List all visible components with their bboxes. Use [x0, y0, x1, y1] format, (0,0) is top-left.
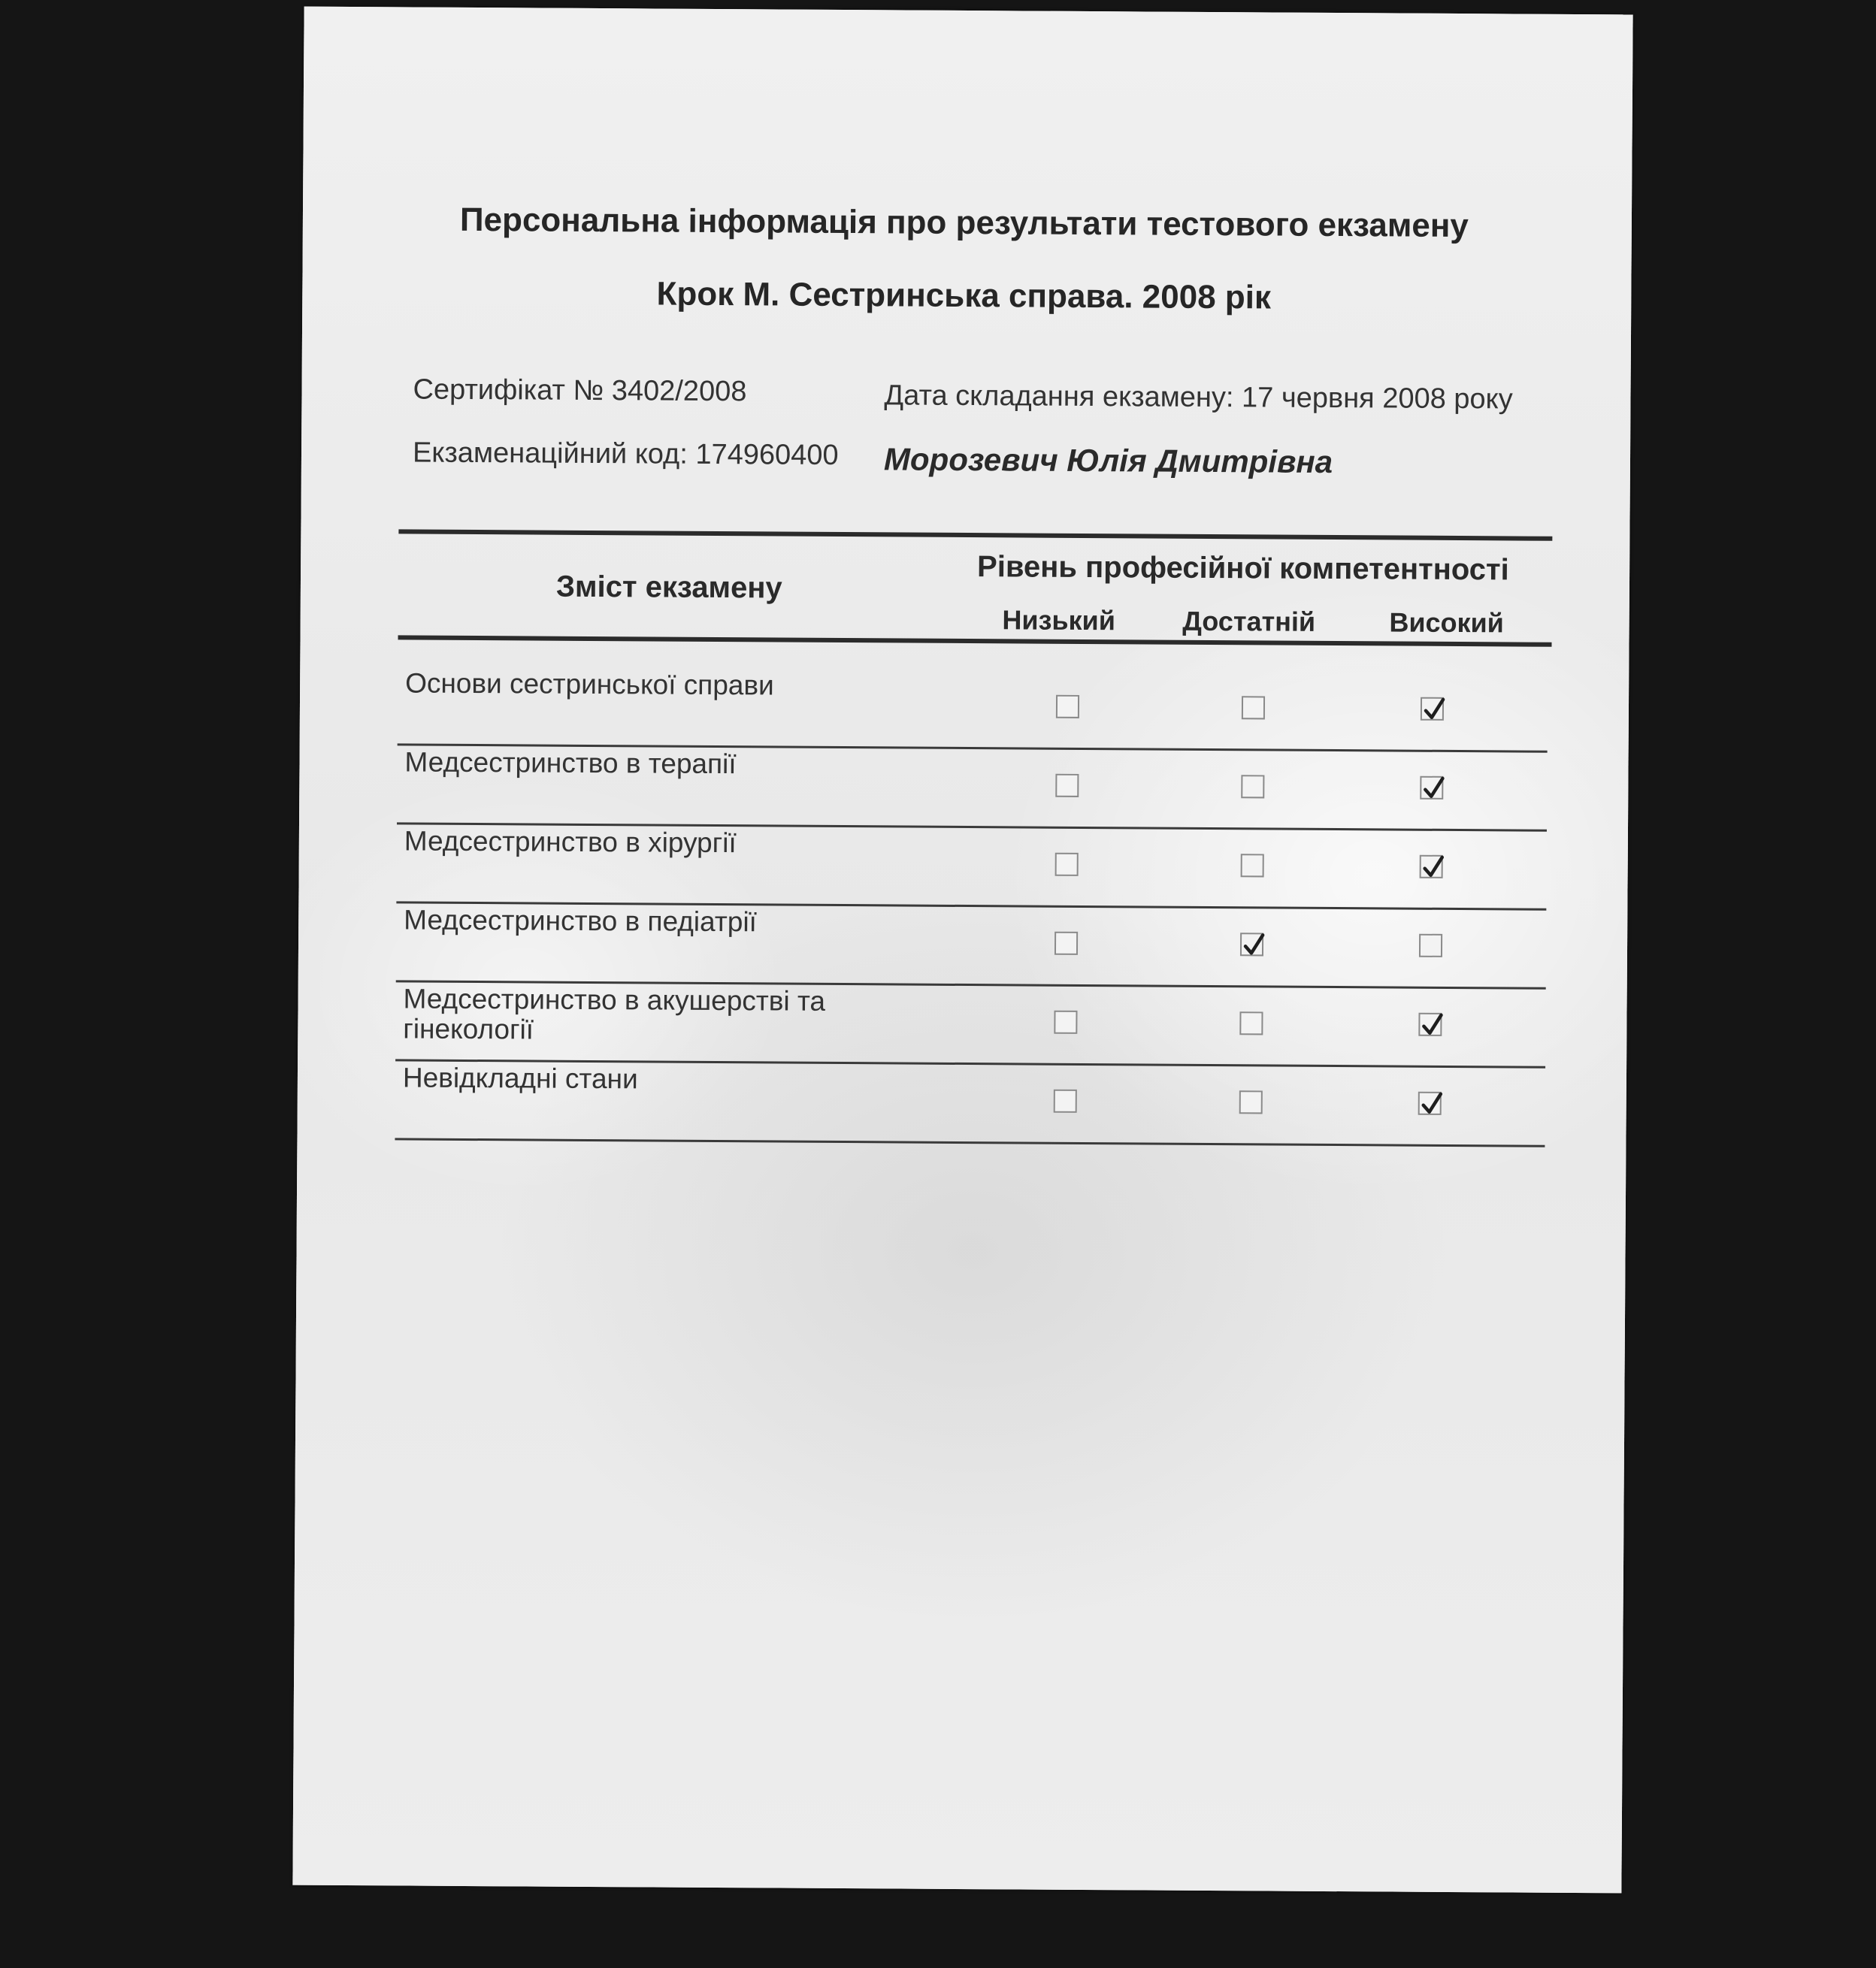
exam-code: Екзаменаційний код: 174960400: [412, 437, 839, 471]
document-subtitle: Крок М. Сестринська справа. 2008 рік: [656, 275, 1272, 316]
column-header-low: Низький: [1002, 604, 1116, 636]
checkbox-high: [1418, 1013, 1442, 1036]
table-top-rule: [398, 529, 1552, 540]
document-page: [292, 7, 1632, 1894]
checkbox-high: [1420, 855, 1443, 878]
row-label: Медсестринство в акушерстві та гінекології: [403, 983, 826, 1045]
column-header-high: Високий: [1389, 606, 1504, 639]
checkmark-icon: [1419, 1090, 1445, 1118]
column-header-sufficient: Достатній: [1182, 605, 1316, 637]
checkbox-low: [1054, 932, 1078, 955]
document-title: Персональна інформація про результати тестового екзамену: [459, 201, 1469, 245]
checkbox-low: [1055, 774, 1079, 797]
checkbox-sufficient: [1242, 696, 1265, 719]
checkbox-high: [1419, 934, 1442, 957]
checkbox-low: [1055, 853, 1079, 876]
certificate-number: Сертифікат № 3402/2008: [413, 373, 747, 408]
row-label: Основи сестринської справи: [405, 667, 774, 701]
checkmark-icon: [1421, 695, 1447, 724]
checkbox-sufficient: [1240, 933, 1263, 956]
row-divider: [395, 1138, 1545, 1147]
checkbox-high: [1420, 776, 1443, 800]
checkbox-low: [1056, 695, 1079, 718]
checkmark-icon: [1419, 1011, 1445, 1039]
level-header: Рівень професійної компетентності: [976, 550, 1509, 587]
row-label: Медсестринство в терапії: [404, 746, 737, 780]
checkbox-sufficient: [1239, 1011, 1263, 1035]
candidate-name: Морозевич Юлія Дмитрівна: [883, 441, 1333, 479]
checkbox-low: [1054, 1090, 1077, 1113]
checkbox-high: [1418, 1092, 1442, 1115]
checkmark-icon: [1421, 853, 1446, 881]
checkmark-icon: [1421, 774, 1446, 803]
row-label: Медсестринство в хірургії: [404, 825, 737, 859]
checkbox-sufficient: [1239, 1090, 1263, 1114]
row-label: Медсестринство в педіатрії: [404, 904, 758, 938]
content-header: Зміст екзамену: [555, 570, 782, 605]
checkbox-high: [1421, 697, 1444, 721]
row-label: Невідкладні стани: [402, 1062, 638, 1095]
checkbox-low: [1054, 1011, 1077, 1034]
exam-date: Дата складання екзамену: 17 червня 2008 року: [884, 379, 1513, 416]
checkbox-sufficient: [1241, 775, 1264, 798]
checkmark-icon: [1241, 930, 1266, 959]
checkbox-sufficient: [1241, 854, 1264, 877]
